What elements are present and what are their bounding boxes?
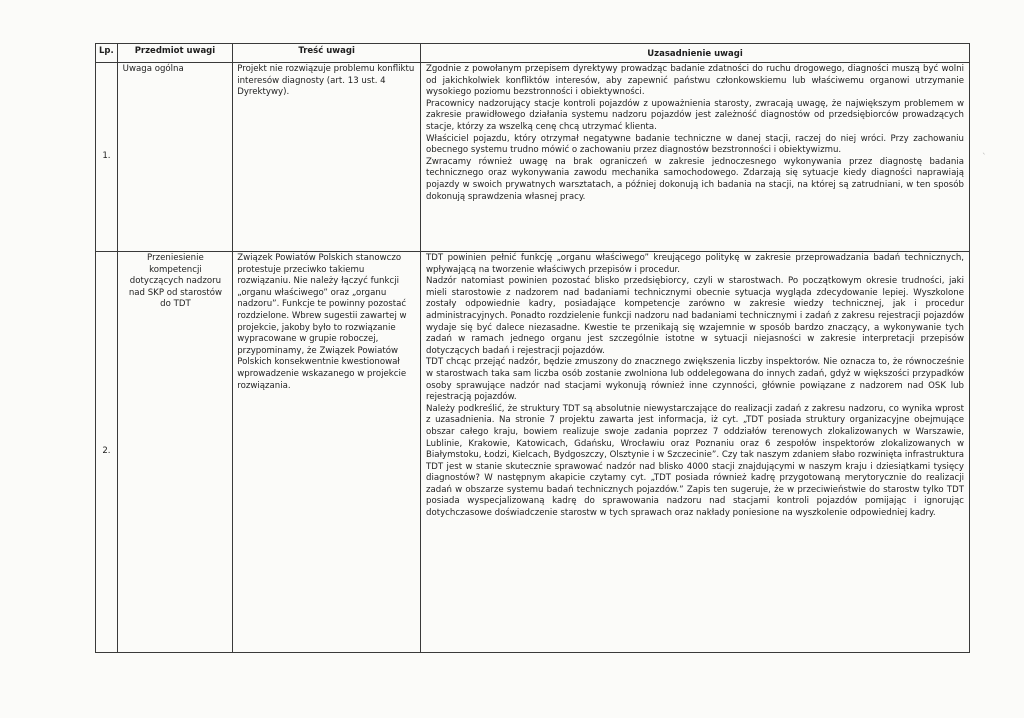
scan-mark: ˋ: [982, 153, 987, 163]
justification-paragraph: Pracownicy nadzorujący stacje kontroli pojazdów z upoważnienia starosty, zwracają uwagę, że największym problemem w zakresie prawidłowego działania systemu nadzoru pojazdów jest zależność diagnostów od przedsiębiorców prowadzących stacje, którzy za wszelką cenę chcą utrzymać klienta.: [426, 98, 964, 132]
justification-paragraph: TDT powinien pełnić funkcję „organu właściwego” kreującego politykę w zakresie przeprowadzania badań technicznych, wpływającą na tworzenie właściwych przepisów i procedur.: [426, 253, 964, 275]
row-number: 2.: [102, 446, 111, 457]
remarks-table: [95, 43, 970, 653]
header-subject: Przedmiot uwagi: [117, 44, 233, 63]
remark-justification: [421, 252, 970, 653]
justification-paragraph: Nadzór natomiast powinien pozostać blisko przedsiębiorcy, czyli w starostwach. Po początkowym okresie trudności, jaki mieli starostowie z nadzorem nad badaniami technicznymi obecnie sytuacja wygląda zdecydowanie lepiej. Wyszkolone zostały odpowiednie kadry, posiadające kompetencje zarówno w zakresie wiedzy technicznej, jak i procedur administracyjnych. Ponadto rozdzielenie funkcji nadzoru nad badaniami technicznymi i zadań z zakresu rejestracji pojazdów wydaje się być dalece niezasadne. Kwestie te przenikają się wzajemnie w sposób bardzo znaczący, a wykonywanie tych zadań w ramach jednego organu jest szczególnie istotne w sytuacji niejasności w zakresie interpretacji przepisów dotyczących badań i rejestracji pojazdów.: [426, 276, 964, 356]
remark-subject: Uwaga ogólna: [117, 63, 233, 252]
table-row: [96, 63, 970, 252]
table-header-row: [96, 44, 970, 63]
justification-paragraph: Należy podkreślić, że struktury TDT są absolutnie niewystarczające do realizacji zadań z zakresu nadzoru, co wynika wprost z uzasadnienia. Na stronie 7 projektu zawarta jest informacja, iż cyt. „TDT posiada struktury organizacyjne obejmujące obszar całego kraju, bowiem realizuje swoje zadania poprzez 7 oddziałów terenowych zlokalizowanych w Warszawie, Lublinie, Krakowie, Katowicach, Gdańsku, Wrocławiu oraz Poznaniu oraz 6 zespołów inspektorów zlokalizowanych w Białymstoku, Łodzi, Kielcach, Bydgoszczy, Olsztynie i w Szczecinie”. Czy tak naszym zdaniem słabo rozwinięta infrastruktura TDT jest w stanie skutecznie sprawować nadzór nad blisko 4000 stacji znajdującymi w naszym kraju i dziesiątkami tysięcy diagnostów? W następnym akapicie czytamy cyt. „TDT posiada również kadrę przygotowaną merytorycznie do realizacji zadań w obszarze systemu badań technicznych pojazdów.” Zapis ten sugeruje, że w przeciwieństwie do starostw tylko TDT posiada wyspecjalizowaną kadrę do sprawowania nadzoru nad stacjami kontroli pojazdów pomijając i ignorując dotychczasowe doświadczenie starostw w tych sprawach oraz nakłady poniesione na wyszkolenie odpowiedniej kadry.: [426, 403, 964, 519]
header-lp: Lp.: [96, 44, 118, 63]
justification-paragraph: Zwracamy również uwagę na brak ograniczeń w zakresie jednoczesnego wykonywania przez diagnostę badania technicznego oraz wykonywania zawodu mechanika samochodowego. Zdarzają się sytuacje kiedy diagności naprawiają pojazdy w swoich prywatnych warsztatach, a później dokonują ich badania na stacji, na której są zatrudniani, w ten sposób dokonują sprawdzenia własnej pracy.: [426, 156, 964, 202]
justification-paragraph: Właściciel pojazdu, który otrzymał negatywne badanie techniczne w danej stacji, raczej do niej wróci. Przy zachowaniu obecnego systemu trudno mówić o zachowaniu przez diagnostów bezstronności i obiektywizmu.: [426, 133, 964, 156]
remark-justification: [421, 63, 970, 252]
header-content: Treść uwagi: [233, 44, 421, 63]
justification-paragraph: Zgodnie z powołanym przepisem dyrektywy prowadząc badanie zdatności do ruchu drogowego, diagności muszą być wolni od jakichkolwiek konfliktów interesów, aby zapewnić państwu członkowskiemu lub właściwemu organowi utrzymanie wysokiego poziomu bezstronności i obiektywności.: [426, 64, 964, 98]
row-number-cell: [96, 63, 118, 252]
justification-paragraph: TDT chcąc przejąć nadzór, będzie zmuszony do znacznego zwiększenia liczby inspektorów. Nie oznacza to, że równocześnie w starostwach taka sam liczba osób zostanie zwolniona lub oddelegowana do innych zadań, gdyż w większości przypadków osoby sprawujące nadzór nad stacjami wykonują również inne czynności, głównie powiązane z nadzorem nad OSK lub rejestracją pojazdów.: [426, 357, 964, 403]
remark-content: Związek Powiatów Polskich stanowczo protestuje przeciwko takiemu rozwiązaniu. Nie należy łączyć funkcji „organu właściwego” oraz „organu nadzoru”. Funkcje te powinny pozostać rozdzielone. Wbrew sugestii zawartej w projekcie, jakoby było to rozwiązanie wypracowane w grupie roboczej, przypominamy, że Związek Powiatów Polskich konsekwentnie kwestionował wprowadzenie wskazanego w projekcie rozwiązania.: [233, 252, 421, 653]
table-row: [96, 252, 970, 653]
remark-content: Projekt nie rozwiązuje problemu konfliktu interesów diagnosty (art. 13 ust. 4 Dyrektywy).: [233, 63, 421, 252]
row-number-cell: [96, 252, 118, 653]
row-number: 1.: [102, 151, 111, 162]
remark-subject: Przeniesienie kompetencji dotyczących nadzoru nad SKP od starostów do TDT: [117, 252, 233, 653]
header-reason: Uzasadnienie uwagi: [421, 44, 970, 63]
